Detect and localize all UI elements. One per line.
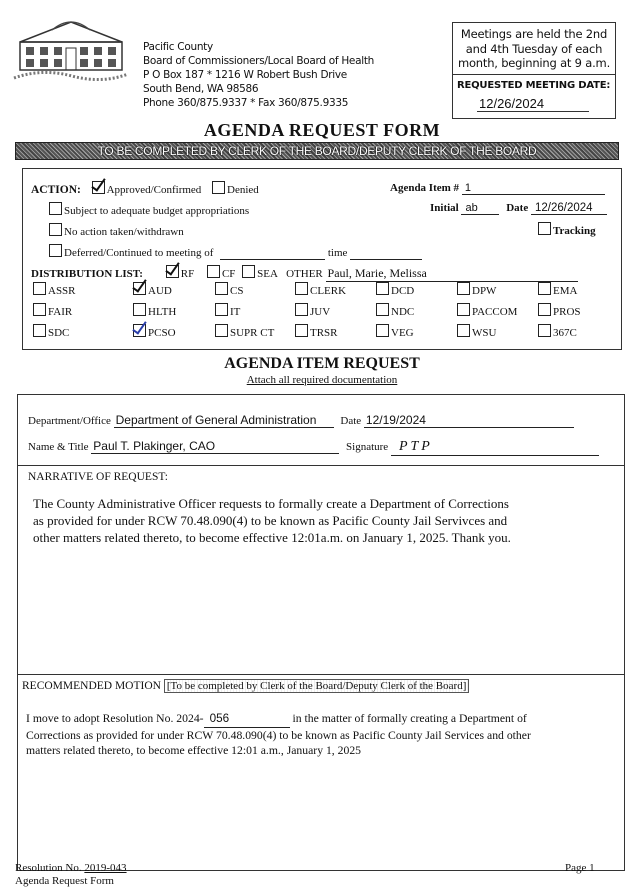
denied-option[interactable]: Denied: [212, 184, 259, 196]
name-title-field[interactable]: Paul T. Plakinger, CAO: [91, 439, 339, 454]
dist-label: VEG: [391, 327, 414, 339]
dist-paccom[interactable]: [457, 303, 517, 318]
dist-trsr[interactable]: [295, 324, 338, 339]
motion-text[interactable]: [26, 711, 606, 759]
aud-checkbox[interactable]: [133, 282, 146, 295]
signature-label: Signature: [346, 441, 389, 453]
motion-label: RECOMMENDED MOTION: [22, 680, 161, 692]
action-row: [31, 181, 259, 196]
name-title-label: Name & Title: [28, 441, 89, 453]
dist-label: TRSR: [310, 327, 338, 339]
dist-sea[interactable]: SEA: [242, 268, 277, 280]
clerk-checkbox[interactable]: [295, 282, 308, 295]
dist-label: SDC: [48, 327, 70, 339]
dist-aud[interactable]: [133, 282, 172, 297]
department-field[interactable]: Department of General Administration: [114, 413, 334, 428]
meeting-info-box: [452, 22, 616, 119]
dist-ema[interactable]: [538, 282, 577, 297]
dist-rf[interactable]: RF: [166, 268, 194, 280]
budget-option[interactable]: Subject to adequate budget appropriations: [49, 202, 249, 217]
org-city: South Bend, WA 98586: [143, 83, 259, 95]
name-row: [28, 439, 599, 456]
divider: [18, 674, 624, 675]
clerk-band-text: TO BE COMPLETED BY CLERK OF THE BOARD/DEPUTY CLERK OF THE BOARD: [97, 144, 537, 158]
narrative-label: NARRATIVE OF REQUEST:: [28, 471, 168, 483]
dist-pcso[interactable]: [133, 324, 176, 339]
action-section: [22, 168, 622, 350]
dist-ndc[interactable]: [376, 303, 414, 318]
dist-label: NDC: [391, 306, 415, 318]
assr-checkbox[interactable]: [33, 282, 46, 295]
requested-meeting-date[interactable]: 12/26/2024: [477, 96, 589, 112]
veg-checkbox[interactable]: [376, 324, 389, 337]
dist-supr-ct[interactable]: [215, 324, 274, 339]
dist-dcd[interactable]: [376, 282, 414, 297]
ema-checkbox[interactable]: [538, 282, 551, 295]
dist-label: WSU: [472, 327, 497, 339]
org-name: Pacific County: [143, 41, 213, 53]
footer-form-name: Agenda Request Form: [15, 875, 114, 887]
request-section: [17, 394, 625, 871]
action-label: ACTION:: [31, 184, 81, 196]
dist-label: SUPR CT: [230, 327, 275, 339]
other-field[interactable]: Paul, Marie, Melissa: [326, 266, 578, 282]
dist-label: PROS: [553, 306, 581, 318]
dist-label: PACCOM: [472, 306, 518, 318]
deferred-option[interactable]: Deferred/Continued to meeting of time: [49, 244, 422, 260]
clerk-band: [15, 142, 619, 160]
rf-checkbox[interactable]: [166, 265, 179, 278]
department-row: [28, 413, 574, 428]
tracking-option[interactable]: Tracking: [538, 222, 596, 237]
meeting-note: Meetings are held the 2nd and 4th Tuesday of each month, beginning at 9 a.m.: [453, 23, 615, 75]
request-subtitle: Attach all required documentation: [246, 374, 398, 386]
hlth-checkbox[interactable]: [133, 303, 146, 316]
dist-veg[interactable]: [376, 324, 414, 339]
page-number: Page 1: [565, 862, 595, 874]
date-field[interactable]: 12/26/2024: [531, 202, 607, 215]
dist-wsu[interactable]: [457, 324, 496, 339]
wsu-checkbox[interactable]: [457, 324, 470, 337]
org-phone: Phone 360/875.9337 * Fax 360/875.9335: [143, 97, 349, 109]
dist-label: JUV: [310, 306, 331, 318]
agenda-item-field[interactable]: 1: [462, 182, 605, 195]
supr-ct-checkbox[interactable]: [215, 324, 228, 337]
dist-hlth[interactable]: [133, 303, 176, 318]
dist-clerk[interactable]: [295, 282, 346, 297]
request-title: AGENDA ITEM REQUEST: [224, 355, 420, 372]
motion-line: Corrections as provided for under RCW 70.48.090(4) to be known as Pacific County Jail Services and other: [26, 728, 531, 742]
dist-label: CLERK: [310, 285, 347, 297]
dist-label: 367C: [553, 327, 577, 339]
approved-checkbox[interactable]: [92, 181, 105, 194]
cf-checkbox[interactable]: [207, 265, 220, 278]
dist-label: HLTH: [148, 306, 177, 318]
dist-label: EMA: [553, 285, 578, 297]
org-address: [143, 40, 374, 110]
time-label: time: [327, 247, 348, 259]
paccom-checkbox[interactable]: [457, 303, 470, 316]
request-date-field[interactable]: 12/19/2024: [364, 413, 574, 428]
narrative-line: as provided for under RCW 70.48.090(4) to be known as Pacific County Jail Servivces and: [33, 513, 508, 528]
motion-header: [22, 680, 469, 692]
initial-field[interactable]: ab: [461, 202, 499, 215]
distribution-label: DISTRIBUTION LIST:: [31, 268, 143, 280]
dist-367c[interactable]: [538, 324, 577, 339]
agenda-item-row: [390, 182, 605, 195]
deferred-date-field[interactable]: [220, 247, 325, 260]
narrative-text[interactable]: [33, 495, 593, 546]
dist-pros[interactable]: [538, 303, 581, 318]
dist-cs[interactable]: [215, 282, 243, 297]
ndc-checkbox[interactable]: [376, 303, 389, 316]
requested-meeting-label: REQUESTED MEETING DATE:: [457, 79, 611, 91]
motion-line: matters related thereto, to become effective 12:01 a.m., January 1, 2025: [26, 744, 362, 757]
dist-juv[interactable]: [295, 303, 330, 318]
department-label: Department/Office: [28, 415, 111, 427]
367c-checkbox[interactable]: [538, 324, 551, 337]
dist-label: IT: [230, 306, 241, 318]
time-field[interactable]: [350, 247, 422, 260]
footer-resolution-value: 2019-043: [84, 862, 127, 874]
deferred-checkbox[interactable]: [49, 244, 62, 257]
juv-checkbox[interactable]: [295, 303, 308, 316]
org-po-box: P O Box 187 * 1216 W Robert Bush Drive: [143, 69, 347, 81]
request-date-label: Date: [340, 415, 362, 427]
initial-date-row: [430, 202, 607, 215]
budget-checkbox[interactable]: [49, 202, 62, 215]
tracking-checkbox[interactable]: [538, 222, 551, 235]
dist-fair[interactable]: [33, 303, 72, 318]
footer-left: [15, 862, 127, 888]
dist-dpw[interactable]: [457, 282, 496, 297]
distribution-top-row: [31, 265, 578, 282]
initial-label: Initial: [430, 202, 459, 214]
it-checkbox[interactable]: [215, 303, 228, 316]
trsr-checkbox[interactable]: [295, 324, 308, 337]
motion-stamp: [To be completed by Clerk of the Board/Deputy Clerk of the Board]: [164, 679, 470, 693]
pcso-checkbox[interactable]: [133, 324, 146, 337]
dist-label: AUD: [148, 285, 172, 297]
other-label: OTHER: [286, 268, 323, 280]
org-board: Board of Commissioners/Local Board of Health: [143, 55, 374, 67]
fair-checkbox[interactable]: [33, 303, 46, 316]
dist-label: DCD: [391, 285, 415, 297]
dist-cf[interactable]: CF: [207, 268, 235, 280]
form-title: AGENDA REQUEST FORM: [203, 120, 441, 140]
dist-it[interactable]: [215, 303, 240, 318]
resolution-number-field[interactable]: 056: [204, 711, 290, 728]
narrative-line: The County Administrative Officer requests to formally create a Department of Corrections: [33, 496, 509, 511]
no-action-checkbox[interactable]: [49, 223, 62, 236]
footer-resolution-label: Resolution No.: [15, 862, 82, 874]
agenda-item-label: Agenda Item #: [390, 182, 460, 194]
narrative-line: other matters related thereto, to become effective 12:01a.m. on January 1, 2025. Thank you.: [33, 530, 511, 545]
cs-checkbox[interactable]: [215, 282, 228, 295]
signature-field[interactable]: PTP: [391, 439, 599, 456]
approved-option[interactable]: Approved/Confirmed: [92, 184, 202, 196]
sea-checkbox[interactable]: [242, 265, 255, 278]
dist-assr[interactable]: [33, 282, 76, 297]
divider: [18, 465, 624, 466]
dcd-checkbox[interactable]: [376, 282, 389, 295]
dist-label: PCSO: [148, 327, 176, 339]
courthouse-logo-icon: [12, 12, 130, 84]
sdc-checkbox[interactable]: [33, 324, 46, 337]
date-label: Date: [506, 202, 529, 214]
dpw-checkbox[interactable]: [457, 282, 470, 295]
no-action-option[interactable]: No action taken/withdrawn: [49, 223, 184, 238]
dist-label: DPW: [472, 285, 497, 297]
dist-label: FAIR: [48, 306, 73, 318]
motion-line: I move to adopt Resolution No. 2024- 056 in the matter of formally creating a Department of: [26, 711, 606, 728]
dist-label: CS: [230, 285, 244, 297]
dist-sdc[interactable]: [33, 324, 69, 339]
denied-checkbox[interactable]: [212, 181, 225, 194]
pros-checkbox[interactable]: [538, 303, 551, 316]
dist-label: ASSR: [48, 285, 76, 297]
